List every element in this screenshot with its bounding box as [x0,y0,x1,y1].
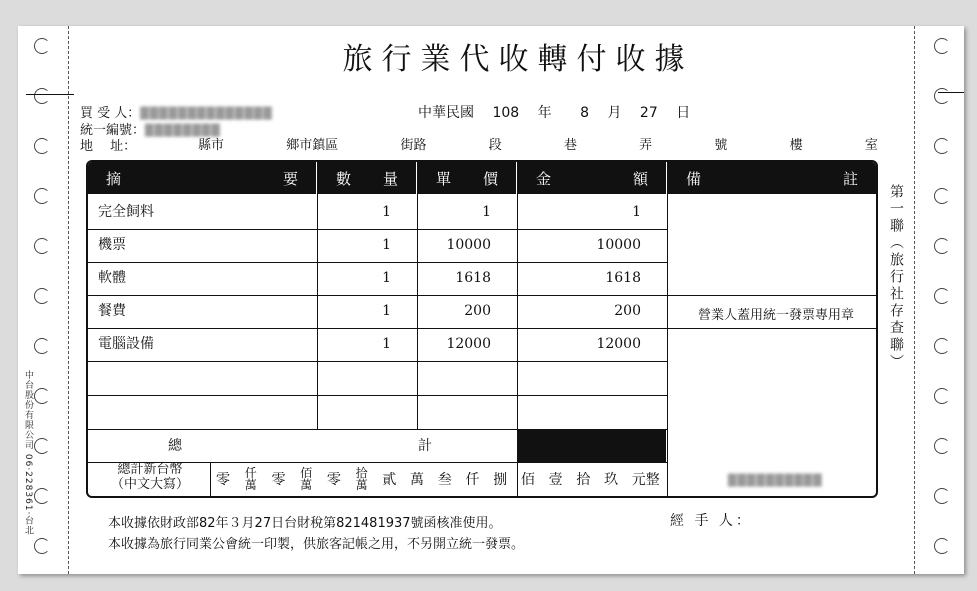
row-1-amount: 1 [632,204,641,220]
stamp-area-label: 營業人蓋用統一發票專用章 [697,308,854,323]
row-line [88,361,667,362]
word-6: 拾萬 [355,466,368,492]
row-2-price: 10000 [446,237,491,253]
footer-line-2: 本收據為旅行同業公會統一印製，供旅客記帳之用，不另開立統一發票。 [108,537,525,552]
total-amount-box [518,430,666,463]
receipt-table [86,160,878,498]
date-year-unit: 年 [537,105,552,121]
word-15: 玖 [604,472,619,488]
tax-id-value: ████████ [145,124,221,137]
word-11: 捌 [493,472,508,488]
addr-lane: 巷 [563,138,577,153]
word-14: 拾 [576,472,591,488]
row-2-amount: 10000 [596,237,641,253]
word-4: 佰萬 [300,466,313,492]
row-line [88,395,667,396]
word-7: 貳 [382,472,397,488]
word-10: 仟 [465,472,480,488]
buyer-value: ██████████████ [140,107,273,120]
row-3-price: 1618 [455,270,491,286]
receipt-title: 旅行業代收轉付收據 [342,42,694,77]
alignment-mark-left [26,94,74,95]
row-3-amount: 1618 [605,270,641,286]
address-label: 地 址： [80,139,137,154]
row-4-desc: 餐費 [98,303,126,319]
addr-floor: 樓 [789,138,803,153]
footer-line-1: 本收據依財政部82年３月27日台財稅第821481937號函核准使用。 [108,516,502,531]
header-desc: 摘 要 [88,162,316,194]
word-8: 萬 [410,472,425,488]
addr-section: 段 [488,138,502,153]
addr-number: 號 [714,138,728,153]
row-1-desc: 完全飼料 [98,204,154,220]
row-2-desc: 機票 [98,237,126,253]
words-divider [210,462,211,496]
addr-room: 室 [864,138,878,153]
words-label: 總計新台幣 （中文大寫） [110,462,189,492]
date-row [418,102,704,122]
left-perforation [68,26,69,574]
row-5-desc: 電腦設備 [98,336,154,352]
addr-county: 縣市 [198,138,225,153]
header-amount: 金 額 [518,162,666,194]
handler-label: 經 手 人： [670,513,753,529]
word-12: 佰 [520,472,535,488]
remark-blurred: ██████████ [728,474,823,487]
addr-alley: 弄 [639,138,653,153]
address-row [198,134,878,153]
date-era: 中華民國 [418,105,474,121]
row-1-price: 1 [482,204,491,220]
total-label-right: 計 [418,438,432,454]
printer-info: 中台股份有限公司 06·228361·台北 [23,370,33,536]
word-1: 零 [216,472,230,488]
word-13: 壹 [548,472,563,488]
date-day: 27 [639,105,658,121]
right-perforation [914,26,915,574]
addr-district: 鄉市鎮區 [286,138,339,153]
date-month: 8 [580,105,590,121]
row-5-amount: 12000 [596,336,641,352]
row-3-qty: 1 [382,270,391,286]
date-day-unit: 日 [676,105,691,121]
date-month-unit: 月 [607,105,622,121]
header-qty: 數 量 [318,162,416,194]
row-1-qty: 1 [382,204,391,220]
word-5: 零 [326,472,341,488]
total-label-left: 總 [168,438,182,454]
date-year: 108 [492,105,520,121]
row-3-desc: 軟體 [98,270,126,286]
copy-label: 第一聯（旅行社存查聯） [888,184,904,371]
word-2: 仟萬 [244,466,257,492]
word-3: 零 [271,472,286,488]
header-remark: 備 註 [668,162,876,194]
addr-road: 街路 [400,138,427,153]
row-2-qty: 1 [382,237,391,253]
tax-id-label: 統一編號： [80,123,146,138]
receipt-sheet [18,26,964,574]
amount-in-words [216,464,666,494]
col-line-4 [667,162,668,496]
row-4-price: 200 [464,303,491,319]
word-9: 叁 [437,472,452,488]
row-5-qty: 1 [382,336,391,352]
row-5-price: 12000 [446,336,491,352]
header-price: 單 價 [418,162,516,194]
buyer-label: 買 受 人： [80,106,141,121]
row-4-qty: 1 [382,303,391,319]
alignment-mark-right [938,92,964,93]
word-16: 元整 [631,472,660,488]
row-4-amount: 200 [614,303,641,319]
